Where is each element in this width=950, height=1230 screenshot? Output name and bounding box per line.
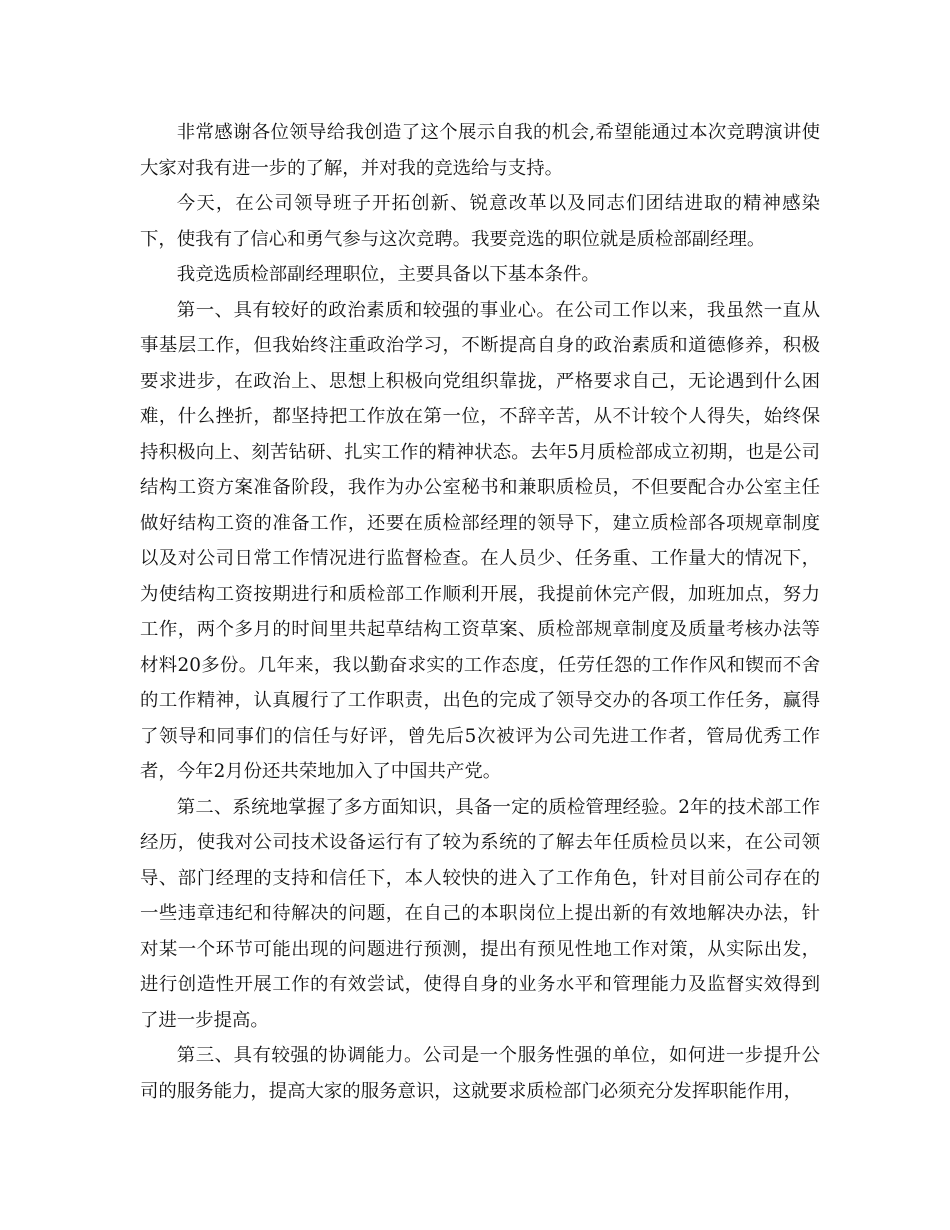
document-body <box>140 115 820 1109</box>
paragraph-first-condition: 第一、具有较好的政治素质和较强的事业心。在公司工作以来，我虽然一直从事基层工作，但我始终注重政治学习，不断提高自身的政治素质和道德修养，积极要求进步，在政治上、思想上积极向党组织靠拢，严格要求自己，无论遇到什么困难，什么挫折，都坚持把工作放在第一位，不辞辛苦，从不计较个人得失，始终保持积极向上、刻苦钻研、扎实工作的精神状态。去年5月质检部成立初期，也是公司结构工资方案准备阶段，我作为办公室秘书和兼职质检员，不但要配合办公室主任做好结构工资的准备工作，还要在质检部经理的领导下，建立质检部各项规章制度以及对公司日常工作情况进行监督检查。在人员少、任务重、工作量大的情况下，为使结构工资按期进行和质检部工作顺利开展，我提前休完产假，加班加点，努力工作，两个多月的时间里共起草结构工资草案、质检部规章制度及质量考核办法等材料20多份。几年来，我以勤奋求实的工作态度，任劳任怨的工作作风和锲而不舍的工作精神，认真履行了工作职责，出色的完成了领导交办的各项工作任务，赢得了领导和同事们的信任与好评，曾先后5次被评为公司先进工作者，管局优秀工作者，今年2月份还共荣地加入了中国共产党。 <box>140 299 820 782</box>
paragraph-second-condition: 第二、系统地掌握了多方面知识，具备一定的质检管理经验。2年的技术部工作经历，使我对公司技术设备运行有了较为系统的了解去年任质检员以来，在公司领导、部门经理的支持和信任下，本人较快的进入了工作角色，针对目前公司存在的一些违章违纪和待解决的问题，在自己的本职岗位上提出新的有效地解决办法，针对某一个环节可能出现的问题进行预测，提出有预见性地工作对策，从实际出发，进行创造性开展工作的有效尝试，使得自身的业务水平和管理能力及监督实效得到了进一步提高。 <box>140 796 820 1031</box>
paragraph-opening: 非常感谢各位领导给我创造了这个展示自我的机会,希望能通过本次竞聘演讲使大家对我有进一步的了解，并对我的竞选给与支持。 <box>140 122 820 179</box>
paragraph-third-condition: 第三、具有较强的协调能力。公司是一个服务性强的单位，如何进一步提升公司的服务能力，提高大家的服务意识，这就要求质检部门必须充分发挥职能作用， <box>140 1045 820 1102</box>
paragraph-conditions-intro: 我竞选质检部副经理职位，主要具备以下基本条件。 <box>176 264 600 285</box>
paragraph-motivation: 今天，在公司领导班子开拓创新、锐意改革以及同志们团结进取的精神感染下，使我有了信心和勇气参与这次竞聘。我要竞选的职位就是质检部副经理。 <box>140 193 820 250</box>
